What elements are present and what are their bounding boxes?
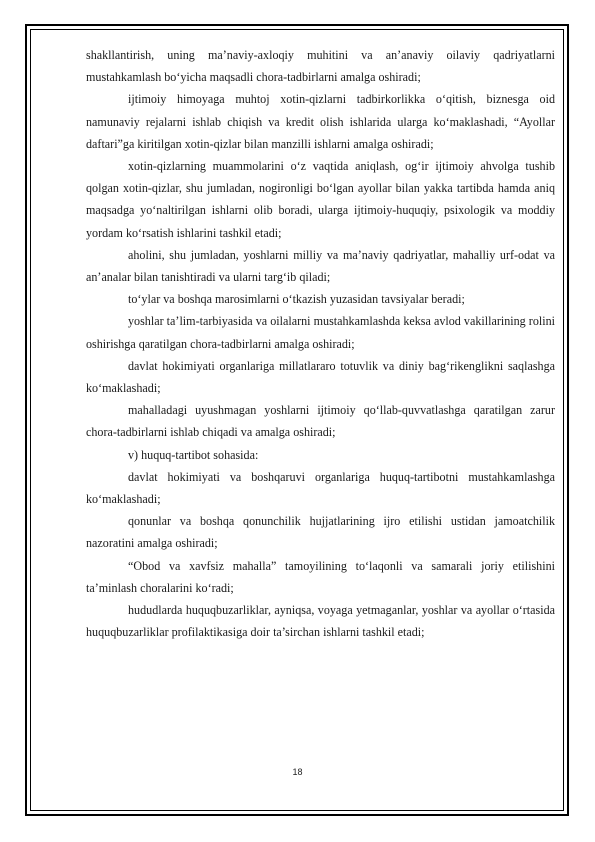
document-body	[86, 44, 555, 643]
paragraph-4: aholini, shu jumladan, yoshlarni milliy va ma’naviy qadriyatlar, mahalliy urf-odat va an’analar bilan tanishtiradi va ularni targ‘ib qiladi;	[86, 247, 555, 285]
paragraph-11: qonunlar va boshqa qonunchilik hujjatlarining ijro etilishi ustidan jamoatchilik nazoratini amalga oshiradi;	[86, 514, 555, 551]
paragraph-12: “Obod va xavfsiz mahalla” tamoyilining to‘laqonli va samarali joriy etilishini ta’minlash choralarini ko‘radi;	[86, 558, 555, 595]
section-heading-v: v) huquq-tartibot sohasida:	[128, 447, 259, 462]
page-number: 18	[292, 767, 303, 777]
paragraph-3: xotin-qizlarning muammolarini o‘z vaqtida aniqlash, og‘ir ijtimoiy ahvolga tushib qolgan xotin-qizlar, shu jumladan, nogironligi bo‘lgan ayollar bilan yakka tartibda hamda aniq maqsadga yo‘naltirilgan ishlarni olib boradi, ularga ijtimoiy-huquqiy, psixologik va moddiy yordam ko‘rsatish ishlarini tashkil etadi;	[86, 159, 555, 240]
paragraph-7: davlat hokimiyati organlariga millatlararo totuvlik va diniy bag‘rikenglikni saqlashga ko‘maklashadi;	[86, 358, 555, 396]
paragraph-6: yoshlar ta’lim-tarbiyasida va oilalarni mustahkamlashda keksa avlod vakillarining rolini oshirishga qaratilgan chora-tadbirlarni amalga oshiradi;	[86, 314, 555, 351]
paragraph-2: ijtimoiy himoyaga muhtoj xotin-qizlarni tadbirkorlikka o‘qitish, biznesga oid namunaviy rejalarni ishlab chiqish va kredit olish ishlarida ularga ko‘maklashadi, “Ayollar daftari”ga kiritilgan xotin-qizlar bilan manzilli ishlarni amalga oshiradi;	[86, 92, 555, 151]
paragraph-5: to‘ylar va boshqa marosimlarni o‘tkazish yuzasidan tavsiyalar beradi;	[128, 292, 465, 307]
paragraph-13: hududlarda huquqbuzarliklar, ayniqsa, voyaga yetmaganlar, yoshlar va ayollar o‘rtasida huquqbuzarliklar profilaktikasiga doir ta’sirchan ishlarni tashkil etadi;	[86, 603, 555, 640]
paragraph-10: davlat hokimiyati va boshqaruvi organlariga huquq-tartibotni mustahkamlashga ko‘maklashadi;	[86, 469, 555, 507]
paragraph-8: mahalladagi uyushmagan yoshlarni ijtimoiy qo‘llab-quvvatlashga qaratilgan zarur chora-tadbirlarni ishlab chiqadi va amalga oshiradi;	[86, 403, 555, 440]
paragraph-1: shakllantirish, uning ma’naviy-axloqiy muhitini va an’anaviy oilaviy qadriyatlarni mustahkamlash bo‘yicha maqsadli chora-tadbirlarni amalga oshiradi;	[86, 48, 555, 85]
